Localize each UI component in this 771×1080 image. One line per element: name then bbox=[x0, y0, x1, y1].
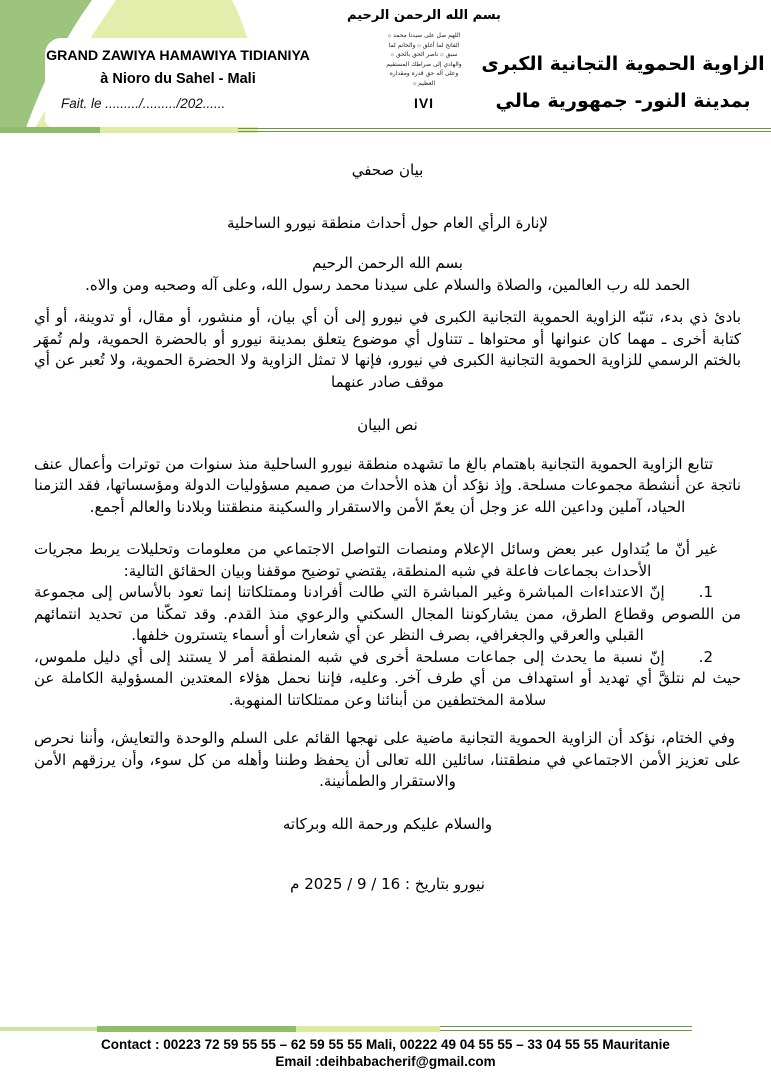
opening-praise: الحمد لله رب العالمين، والصلاة والسلام على سيدنا محمد رسول الله، وعلى آله وصحبه ومن والاه. bbox=[85, 275, 690, 294]
letterhead bbox=[0, 0, 771, 133]
org-name-latin: GRAND ZAWIYA HAMAWIYA TIDIANIYA bbox=[46, 48, 310, 64]
date-line: نيورو بتاريخ : 16 / 9 / 2025 م bbox=[290, 875, 485, 893]
list-item-2 bbox=[34, 647, 741, 712]
org-name-arabic: الزاوية الحموية التجانية الكبرى bbox=[481, 53, 765, 75]
calligraphy-line: اللهم صل على سيدنا محمد ۞ bbox=[387, 32, 461, 39]
calligraphy-line: العظيم ۞ bbox=[412, 79, 436, 87]
statement-heading: نص البيان bbox=[357, 416, 418, 434]
list-item-1 bbox=[34, 582, 741, 647]
calligraphy-line: وعلى آله حق قدره ومقداره bbox=[389, 70, 459, 77]
list-item-number: 1. bbox=[698, 583, 713, 601]
footer-double-line bbox=[440, 1026, 692, 1031]
statement-paragraph-2: غير أنّ ما يُتداول عبر بعض وسائل الإعلام ومنصات التواصل الاجتماعي من معلومات وتحليلات يربط مجريات الأحداث بجماعات فاعلة في شبه المنطقة، يقتضي توضيح موقفنا وبيان الحقائق التالية: bbox=[34, 540, 717, 580]
closing-paragraph: وفي الختام، نؤكد أن الزاوية الحموية التجانية ماضية على نهجها القائم على السلم والوحدة والتعايش، وأننا نحرص على تعزيز الأمن الاجتماعي في منطقتنا، سائلين الله تعالى أن يحفظ وطننا وأهله من كل سوء، وأن يرزقهم الأمن والاستقرار والطمأنينة. bbox=[34, 729, 741, 790]
org-name-arabic-block bbox=[480, 46, 766, 120]
org-city-arabic: بمدينة النور- جمهورية مالي bbox=[495, 90, 751, 112]
list-item-text: إنّ نسبة ما يحدث إلى جماعات مسلحة أخرى في شبه المنطقة أمر لا يستند إلى أي دليل ملموس، حيث لم نتلقَّ أي تهديد أو استهداف من أي طرف آخر. وعليه، فإننا نحمل هؤلاء المعتدين المسؤولية الكاملة عن سلامة المختطفين من أبنائنا وعن ممتلكاتنا المنهوبة. bbox=[34, 647, 741, 709]
footer-segment-green bbox=[97, 1026, 296, 1032]
basmala-header: بسم الله الرحمن الرحيم bbox=[347, 8, 501, 23]
logo-mark: IVI bbox=[413, 95, 435, 111]
footer-segment-pale-left bbox=[0, 1027, 97, 1031]
notice-paragraph: بادئ ذي بدء، تنبّه الزاوية الحموية التجانية الكبرى في نيورو إلى أن أي بيان، أو منشور، أو مقال، أو تدوينة، أو أي كتابة أخرى ـ مهما كان عنوانها أو محتواها ـ تتناول أي موضوع يتعلق بمدينة نيورو أو بالحضرة الحموية، ولم تُمهَر بالختم الرسمي للزاوية الحموية التجانية الكبرى في نيورو، فإنها لا تمثل الزاوية ولا الحضرة الحموية، ولا تُعبر عن أي موقف صادر عنهما bbox=[34, 308, 741, 391]
calligraphy-line: الفاتح لما أغلق ۞ والخاتم لما bbox=[388, 41, 460, 49]
footer-segment-pale bbox=[296, 1026, 440, 1032]
letterhead-card bbox=[45, 38, 311, 127]
footer-separator-bar bbox=[0, 1025, 771, 1033]
calligraphy-line: والهادي إلى صراطك المستقيم bbox=[386, 60, 462, 68]
calligraphy-line: سبق ۞ ناصر الحق بالحق ۞ bbox=[390, 51, 458, 58]
basmala-body: بسم الله الرحمن الرحيم bbox=[312, 254, 463, 272]
document-body bbox=[0, 133, 771, 896]
salutation: والسلام عليكم ورحمة الله وبركاته bbox=[282, 814, 493, 833]
date-blank-line: Fait. le ........./........./202...... bbox=[61, 96, 226, 111]
org-location-latin: à Nioro du Sahel - Mali bbox=[100, 71, 256, 87]
email-line: Email :deihbabacherif@gmail.com bbox=[275, 1054, 496, 1069]
list-item-text: إنّ الاعتداءات المباشرة وغير المباشرة التي طالت أفرادنا وممتلكاتنا إنما تعود بالأساس إلى مجموعة من اللصوص وقطاع الطرق، ممن يشاركوننا المجال السكني والرعوي منذ القدم. وقد تمكّنا من تحديد انتمائهم القبلي والعرقي والجغرافي، بصرف النظر عن أي شعارات أو أسماء يتسترون خلفها. bbox=[34, 583, 741, 644]
press-release-title: بيان صحفي bbox=[351, 161, 424, 179]
statement-paragraph-1: تتابع الزاوية الحموية التجانية باهتمام بالغ ما تشهده منطقة نيورو الساحلية منذ سنوات من توترات وأعمال عنف ناتجة عن أنشطة مجموعات مسلحة. وإذ نؤكد أن هذه الأحداث من صميم مسؤوليات الدولة ومؤسساتها، فقد التزمنا الحياد، آملين وداعين الله عز وجل أن يعمّ الأمن والاستقرار والسكينة منطقتنا وبلادنا والعالم أجمع. bbox=[34, 454, 741, 516]
contact-line: Contact : 00223 72 59 55 55 – 62 59 55 55 Mali, 00222 49 04 55 55 – 33 04 55 55 Mauritanie bbox=[101, 1037, 670, 1052]
press-release-subtitle: لإنارة الرأي العام حول أحداث منطقة نيورو الساحلية bbox=[227, 213, 548, 232]
list-item-number: 2. bbox=[698, 647, 713, 666]
footer bbox=[0, 1025, 771, 1069]
